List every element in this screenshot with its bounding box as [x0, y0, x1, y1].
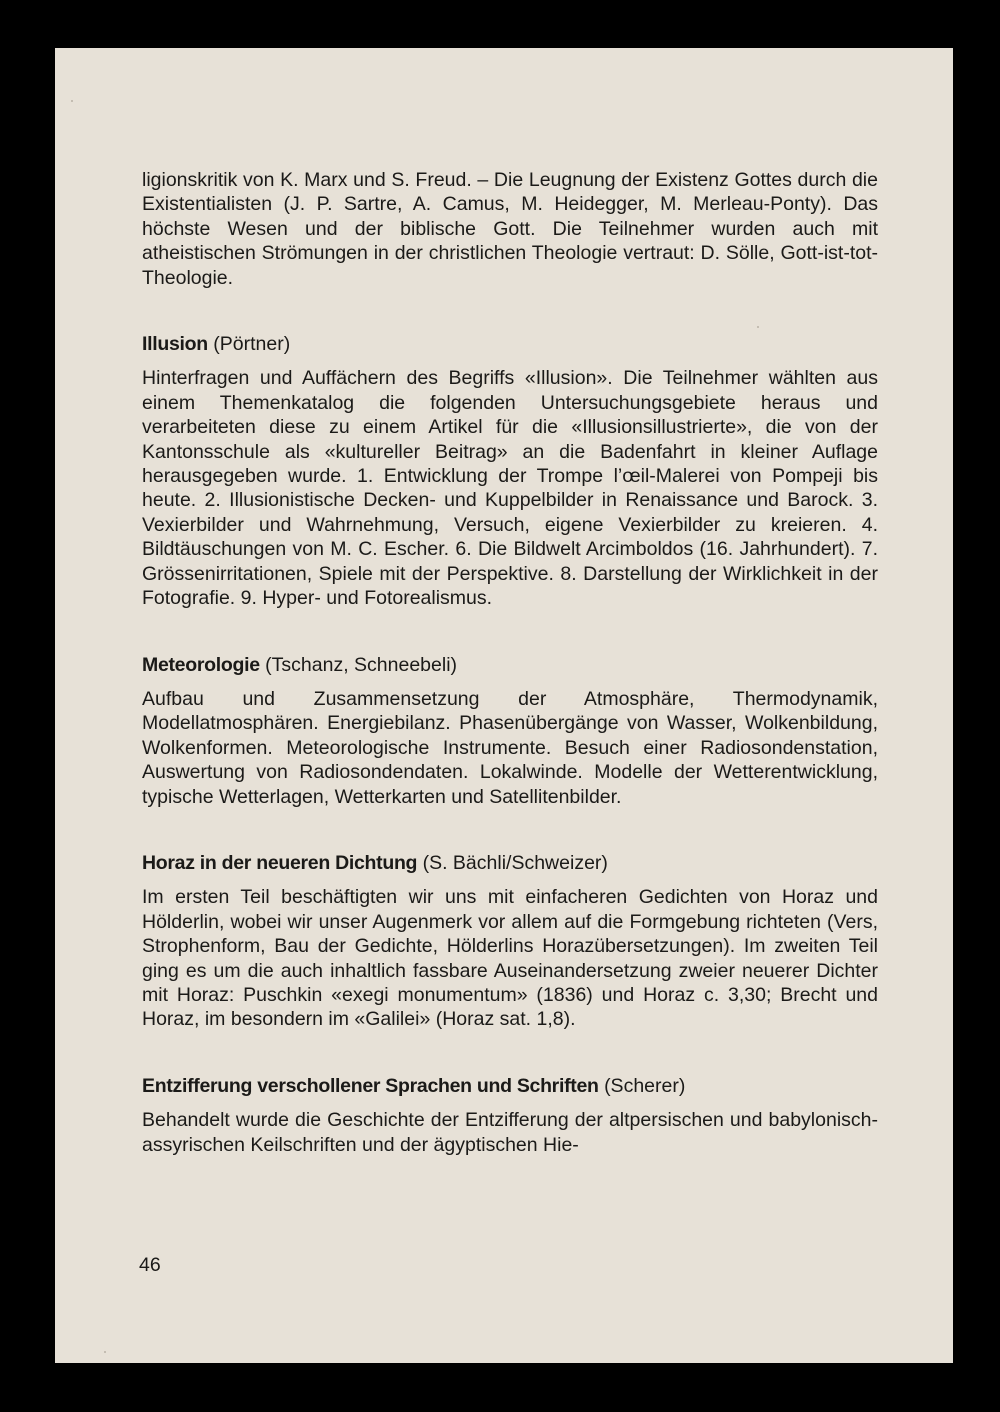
section-body: Behandelt wurde die Geschichte der Entzifferung der altpersischen und babylonisch-assyrischen Keilschriften und der ägyptischen Hie-	[142, 1109, 878, 1156]
paper-speck	[71, 100, 73, 102]
section-body: Im ersten Teil beschäftigten wir uns mit einfacheren Gedichten von Horaz und Hölderlin, wobei wir unser Augenmerk vor allem auf die Formgebung richteten (Vers, Strophenform, Bau der Gedichte, Hölderlins Horazübersetzungen). Im zweiten Teil ging es um die auch inhaltlich fassbare Auseinandersetzung zweier neuerer Dichter mit Horaz: Puschkin «exegi monumentum» (1836) und Horaz c. 3,30; Brecht und Horaz, im besondern im «Galilei» (Horaz sat. 1,8).	[142, 886, 878, 1031]
section-authors: (S. Bächli/Schweizer)	[422, 851, 608, 874]
section-horaz	[142, 851, 878, 1032]
section-heading	[142, 851, 878, 875]
intro-paragraph: ligionskritik von K. Marx und S. Freud. – Die Leugnung der Existenz Gottes durch die Existentialisten (J. P. Sartre, A. Camus, M. Heidegger, M. Merleau-Ponty). Das höchste Wesen und der biblische Gott. Die Teilnehmer wurden auch mit atheistischen Strömungen in der christlichen Theologie vertraut: D. Sölle, Gott-ist-tot-Theologie.	[142, 169, 878, 289]
section-illusion	[142, 332, 878, 610]
section-authors: (Pörtner)	[213, 333, 291, 356]
section-heading	[142, 1074, 878, 1098]
document-page	[55, 48, 953, 1363]
section-entzifferung	[142, 1074, 878, 1157]
section-meteorologie	[142, 653, 878, 809]
page-content	[142, 168, 878, 1157]
section-authors: (Scherer)	[604, 1074, 686, 1097]
page-number: 46	[139, 1254, 161, 1276]
section-body: Hinterfragen und Auffächern des Begriffs «Illusion». Die Teilnehmer wählten aus einem Themenkatalog die folgenden Untersuchungsgebiete heraus und verarbeiteten diese zu einem Artikel für die «Illusionsillustrierte», die von der Kantonsschule als «kultureller Beitrag» an die Badenfahrt in kleiner Auflage herausgegeben wurde. 1. Entwicklung der Trompe l’œil-Malerei von Pompeji bis heute. 2. Illusionistische Decken- und Kuppelbilder in Renaissance und Barock. 3. Vexierbilder und Wahrnehmung, Versuch, eigene Vexierbilder zu kreieren. 4. Bildtäuschungen von M. C. Escher. 6. Die Bildwelt Arcimboldos (16. Jahrhundert). 7. Grössenirritationen, Spiele mit der Perspektive. 8. Darstellung der Wirklichkeit in der Fotografie. 9. Hyper- und Fotorealismus.	[142, 367, 878, 610]
paper-speck	[104, 1351, 106, 1353]
section-authors: (Tschanz, Schneebeli)	[265, 653, 458, 676]
section-heading	[142, 332, 878, 356]
section-title: Illusion	[142, 333, 208, 356]
section-title: Horaz in der neueren Dichtung	[142, 851, 418, 874]
section-title: Meteorologie	[142, 653, 260, 676]
section-title: Entzifferung verschollener Sprachen und Schriften	[142, 1074, 599, 1097]
section-body: Aufbau und Zusammensetzung der Atmosphäre, Thermodynamik, Modellatmosphären. Energiebilanz. Phasenübergänge von Wasser, Wolkenbildung, Wolkenformen. Meteorologische Instrumente. Besuch einer Radiosondenstation, Auswertung von Radiosondendaten. Lokalwinde. Modelle der Wetterentwicklung, typische Wetterlagen, Wetterkarten und Satellitenbilder.	[142, 687, 878, 808]
section-heading	[142, 653, 878, 677]
